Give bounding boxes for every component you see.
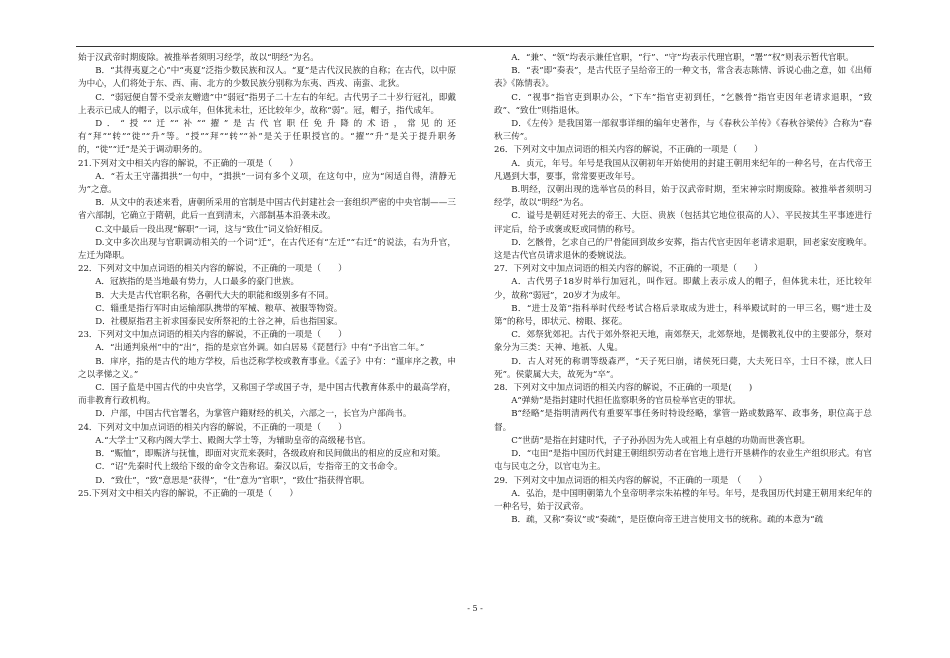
paragraph: C．“诏”先秦时代上级给下级的命令文告称诏。秦汉以后，专指帝王的文书命令。 [95,462,403,473]
paragraph: A．“若太王守藩揖拱”一句中，“揖拱”一词有多个义项，在这句中，应为“闲适自得，清静无为”之意。 [78,171,456,196]
question-stem: 22．下列对文中加点词语的相关内容的解说，不正确的一项是（ ） [78,264,347,275]
paragraph: B.明经，汉朝出现的选举官员的科目，始于汉武帝时期，至宋神宗时期废除。被推举者须明习经学，故以“明经”为名。 [494,185,872,209]
paragraph: B．从文中的表述来看，唐朝所采用的官制是中国古代封建社会一套组织严密的中央官制——三省六部制，它确立于隋朝，此后一直到清末，六部制基本沿袭未改。 [78,198,456,222]
paragraph: A．冠族指的是当地最有势力，人口最多的豪门世族。 [95,277,300,288]
paragraph: D.文中多次出现与官职调动相关的一个词“迁”，在古代还有“左迁”“右迁”的说法，右为升官，左迁为降职。 [78,237,456,262]
paragraph: A．弘治，是中国明朝第九个皇帝明孝宗朱祐樘的年号。年号，是我国历代封建王朝用来纪年的一种名号，始于汉武帝。 [494,488,872,512]
paragraph: C．“弱冠便自誓不受亲友赠遗”中“弱冠”指男子二十左右的年纪。古代男子二十岁行冠礼，即戴上表示已成人的帽子，以示成年，但体犹未壮，还比较年少，故称“弱”。冠，帽子，指代成年。 [78,92,456,116]
paragraph: A“弹劾”是指封建时代担任监察职务的官员检举官吏的罪状。 [511,396,742,407]
paragraph: B．疏，又称“奏议”或“奏疏”，是臣僚向帝王进言使用文书的统称。疏的本意为“疏 [511,515,824,526]
paragraph: A．“兼”、“领”均表示兼任官职，“行”、“守”均表示代理官职，“署”“权”则表示暂代官职。 [511,53,854,63]
paragraph: B．“赈恤”，即赈济与抚恤，即面对灾荒来袭时，各级政府和民间做出的相应的反应和对策。 [95,449,446,460]
paragraph: D．户部，中国古代官署名，为掌管户籍财经的机关，六部之一，长官为户部尚书。 [95,409,412,420]
paragraph: D．“致仕”，“致”意思是“获得”，“仕”意为“官职”，“致仕”指获得官职。 [95,475,370,486]
question-stem: 21.下列对文中相关内容的解说，不正确的一项是（ ） [78,158,298,169]
paragraph: A．“出通判泉州”中的“出”，指的是京官外调。如白居易《琵琶行》中有“予出官二年。” [95,343,425,354]
left-column [78,52,456,501]
question-stem: 25.下列对文中相关内容的解说，不正确的一项是（ ） [78,488,298,499]
paragraph: B．庠序，指的是古代的地方学校，后也泛称学校或教育事业。《孟子》中有：“谨庠序之教，申之以孝悌之义。” [78,356,456,380]
right-column [494,52,872,527]
paragraph: C.文中最后一段出现“解职”一词，这与“致仕”词义恰好相反。 [95,224,329,235]
paragraph: 始于汉武帝时期废除。被推举者须明习经学，故以“明经”为名。 [78,53,319,63]
paragraph: B．“其得夷夏之心”中“夷夏”泛指少数民族和汉人。“夏”是古代汉民族的自称；在古代，以中原为中心，人们将处于东、西、南、北方的少数民族分别称为东夷、西戎、南蛮、北狄。 [78,66,456,90]
question-stem: 28．下列对文中加点词语的相关内容的解说，不正确的一项是( ) [494,383,753,394]
paragraph: B．大夫是古代官职名称，各朝代大夫的职能和级别多有不同。 [95,290,334,301]
paragraph: A．贞元，年号。年号是我国从汉朝初年开始使用的封建王朝用来纪年的一种名号，在古代帝王凡遇到大事，要事，常常要更改年号。 [494,158,872,182]
question-stem: 27．下列对文中加点词语的相关内容的解说，不正确的一项是（ ） [494,264,763,275]
paragraph: B．“进士及第”指科举时代经考试合格后录取成为进士，科举殿试时的一甲三名，赐“进士及第”的称号，即状元、榜眼、探花。 [494,303,872,328]
paragraph: C．郊祭犹郊祀。古代于郊外祭祀天地，南郊祭天，北郊祭地，是儒教礼仪中的主要部分，祭对象分为三类：天神、地祇、人鬼。 [494,330,872,354]
question-stem: 29．下列对文中加点词语的相关内容的解说，不正确的一项是 （ ） [494,475,768,486]
paragraph: A.“大学士”又称内阁大学士、殿阁大学士等，为辅助皇帝的高级秘书官。 [95,435,371,446]
header-rule [76,46,874,47]
paragraph: B．“表”即“奏表”，是古代臣子呈给帝王的一种文书，常含表志陈情、诉说心曲之意，如《出师表》《陈情表》。 [494,66,872,90]
paragraph: D．社稷原指君主祈求国泰民安所祭祀的土谷之神，后也指国家。 [95,317,343,328]
paragraph: A．古代男子18岁时举行加冠礼，叫作冠。即戴上表示成人的帽子，但体犹未壮，还比较年少，故称“弱冠”，20岁才为成年。 [494,277,872,301]
paragraph: C“世荫”是指在封建时代，子子孙孙因为先人或祖上有卓越的功勋而世袭官职。 [511,435,811,446]
paragraph: D．《左传》是我国第一部叙事详细的编年史著作，与《春秋公羊传》《春秋谷梁传》合称为“春秋三传”。 [494,119,872,143]
page-number: - 5 - [467,604,483,613]
question-stem: 23．下列对文中加点词语的相关内容的解说，不正确的一项是（ ） [78,330,347,341]
paragraph: C．国子监是中国古代的中央官学，又称国子学或国子寺，是中国古代教育体系中的最高学府，而非教育行政机构。 [78,383,456,407]
paragraph: C．谥号是朝廷对死去的帝王、大臣、贵族（包括其它地位很高的人）、平民按其生平事迹进行评定后，给予或褒或贬或同情的称号。 [494,211,872,235]
question-stem: 24．下列对文中加点词语的相关内容的解说，不正确的一项是（ ） [78,422,347,433]
paragraph: D．“授”“迁”“补”“擢”是古代官职任免升降的术语，常见的还有“拜”“转”“徙”“升”等。“授”“拜”“转”“补”是关于任职授官的。“擢”“升”是关于提升职务的，“徙”“迁”是关于调动职务的。 [78,119,456,156]
paragraph: B“经略”是指明清两代有重要军事任务时特设经略，掌管一路或数路军、政事务，职位高于总督。 [494,409,872,433]
paragraph: C．“视事”指官吏到职办公，“下车”指官吏初到任，“乞骸骨”指官吏因年老请求退职，“致政”、“致仕”则指退休。 [494,92,872,116]
paragraph: D．古人对死的称谓等级森严，“天子死曰崩，诸侯死曰薨，大夫死曰卒，士曰不禄，庶人曰死”。侯蒙属大夫，故死为“卒”。 [494,356,872,380]
paragraph: D．“屯田”是指中国历代封建王朝组织劳动者在官地上进行开垦耕作的农业生产组织形式。有官屯与民屯之分，以官屯为主。 [494,449,872,473]
paragraph: C．辎重是指行军时由运输部队携带的军械、粮草、被服等物资。 [95,303,343,314]
paragraph: D．乞骸骨，乞求自己的尸骨能回到故乡安葬，指古代官吏因年老请求退职，回老家安度晚年。这是古代官员请求退休的委婉说法。 [494,237,872,262]
question-stem: 26．下列对文中加点词语的相关内容的解说，不正确的一项是（ ） [494,145,763,156]
